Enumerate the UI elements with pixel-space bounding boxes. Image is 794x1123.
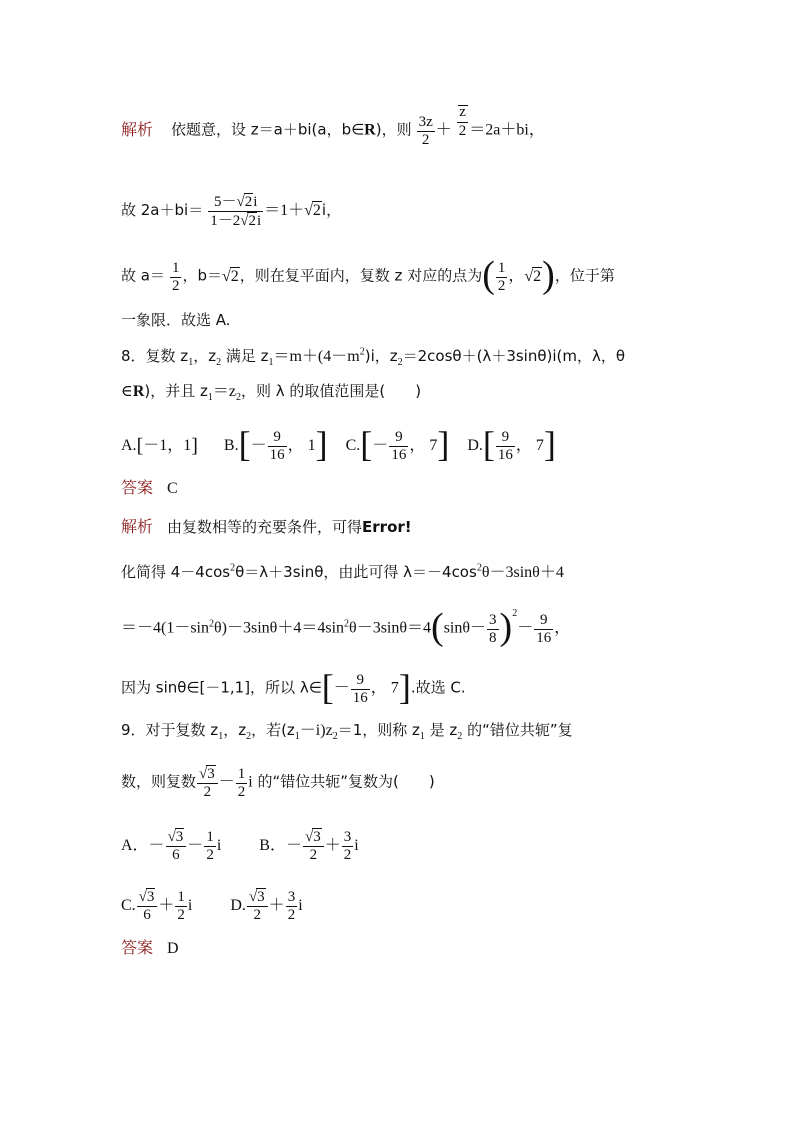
question-9-line-1: 9．对于复数 $z_1$，$z_2$，若$(z_1-i)z_2=1$，则称 $z_1$ 是 $z_2$ 的“错位共轭”复 [121, 721, 573, 743]
option-b: B．－ $\frac{√3}{2}$ ＋ $\frac{3}{2}$ i [259, 828, 359, 863]
sqrt-icon: √ [199, 766, 208, 782]
sqrt-icon: √ [248, 889, 258, 905]
solution-7-line-2: 故 2a＋bi＝ $\frac{5-√2i}{1-2√2i}$ ＝1＋√2i， [121, 194, 342, 229]
question-9-options-row-1 [121, 828, 359, 864]
option-c: C. $\frac{√3}{6}$ ＋ $\frac{1}{2}$ i [121, 888, 193, 923]
option-c: C.[－ $\frac{9}{16}$ ， 7] [345, 424, 450, 464]
option-b: B.[－ $\frac{9}{16}$ ， 1] [223, 424, 328, 464]
fraction: $\frac{5-√2i}{1-2√2i}$ [210, 194, 262, 229]
option-a: A．－ $\frac{√3}{6}$ － $\frac{1}{2}$ i [121, 828, 222, 863]
fraction: $\frac{3z}{2}$ [418, 113, 433, 148]
answer-8: 答案 C [121, 478, 178, 497]
question-8-line-2: ∈R)，并且 $z_1=z_2$，则 λ 的取值范围是( ) [121, 382, 422, 404]
sqrt-icon: √ [304, 202, 313, 220]
option-a: A.[－1，1] [121, 435, 198, 457]
answer-label: 答案 [121, 478, 154, 497]
sqrt-icon: √ [304, 829, 314, 845]
analysis-label: 解析 [121, 119, 154, 139]
analysis-label: 解析 [121, 517, 154, 536]
solution-8-line-4: 因为 sinθ∈[－1,1]，所以 λ∈[－ $\frac{9}{16}$ ， 7].故选 C. [121, 667, 466, 707]
question-9-options-row-2 [121, 888, 303, 924]
right-paren: ) [542, 254, 555, 296]
answer-9: 答案 D [121, 938, 179, 957]
solution-7-line-1: 解析 依题意，设 z＝a＋bi(a，b∈R)，则 $\frac{3z}{2}$ ＋ $\frac{z}{2}$ ＝2a＋bi， [121, 104, 545, 148]
sqrt-icon: √ [222, 267, 231, 285]
left-paren: ( [482, 254, 495, 296]
sqrt-icon: √ [138, 889, 147, 905]
fraction-conjugate: $\frac{z}{2}$ [458, 104, 467, 139]
fraction: $\frac{1}{2}$ [171, 259, 180, 294]
sqrt-icon: √ [240, 213, 249, 229]
sqrt-icon: √ [167, 829, 176, 845]
sqrt-icon: √ [524, 267, 534, 285]
solution-8-line-3: $=-4(1-\sin^2\theta)-3\sin\theta+4=4\sin^2\theta-3\sin\theta=4(\sin\theta-$ $\frac{3}{8}$ )$^2$－ $\frac{9}{16}$ ， [121, 606, 571, 648]
question-9-line-2: 数，则复数 $\frac{√3}{2}$ － $\frac{1}{2}$ i 的“错位共轭”复数为( ) [121, 765, 435, 800]
question-8-options [121, 424, 556, 464]
sqrt-icon: √ [236, 194, 245, 210]
solution-8-line-2: 化简得 $4-4\cos^2\theta=\lambda+3\sin\theta$，由此可得 $\lambda=-4\cos^2\theta-3\sin\theta+4$ [121, 562, 564, 581]
solution-8-line-1: 解析 由复数相等的充要条件，可得Error! [121, 517, 412, 536]
option-d: D.[ $\frac{9}{16}$ ， 7] [467, 424, 556, 464]
solution-7-line-3: 故 a＝ $\frac{1}{2}$ ，b＝√2，则在复平面内，复数 z 对应的点为( $\frac{1}{2}$ ，√2)，位于第 [121, 254, 615, 296]
question-8-line-1: 8．复数 $z_1$，$z_2$ 满足 $z_1=m+(4-m^2)i$，$z_2=2\cos\theta+(\lambda+3\sin\theta)i(m$，λ，θ [121, 346, 626, 369]
option-d: D. $\frac{√3}{2}$ ＋ $\frac{3}{2}$ i [230, 888, 303, 923]
solution-7-line-4: 一象限．故选 A. [121, 311, 231, 329]
answer-label: 答案 [121, 938, 154, 957]
fraction: $\frac{1}{2}$ [497, 259, 506, 294]
